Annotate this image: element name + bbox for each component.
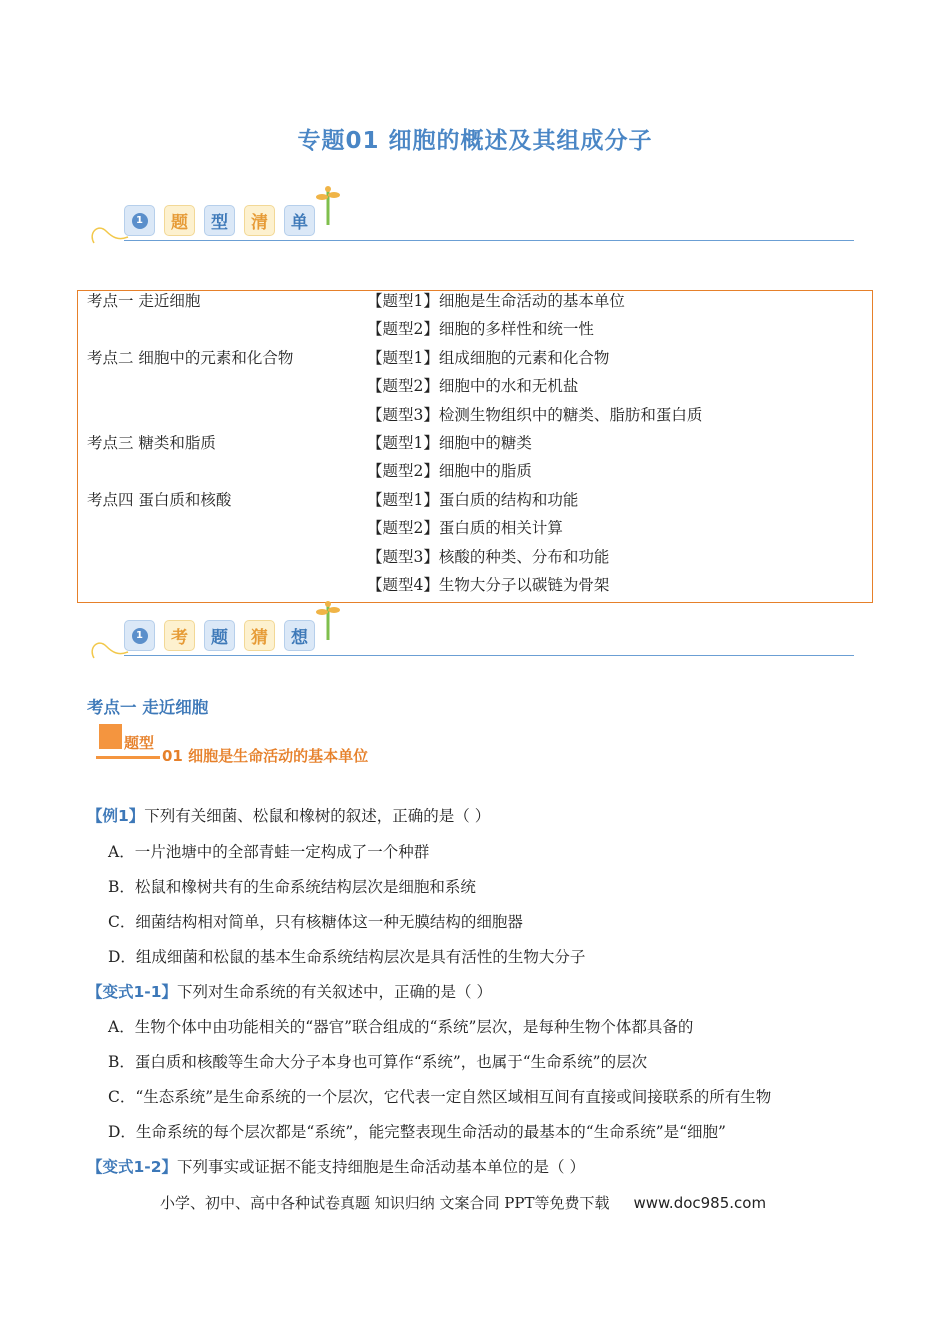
option-d: D．组成细菌和松鼠的基本生命系统结构层次是具有活性的生物大分子 bbox=[108, 948, 586, 966]
question-type-item: 【题型1】蛋白质的结构和功能 bbox=[367, 491, 579, 509]
option-a: A．一片池塘中的全部青蛙一定构成了一个种群 bbox=[108, 843, 430, 861]
topic-point: 考点二 细胞中的元素和化合物 bbox=[87, 349, 294, 367]
question-text: 下列对生命系统的有关叙述中，正确的是（ ） bbox=[177, 983, 492, 1001]
question-type-title: 01 细胞是生命活动的基本单位 bbox=[162, 747, 369, 765]
banner-tile: 单 bbox=[284, 205, 315, 236]
section-banner-question-guess bbox=[88, 600, 854, 670]
banner-rule bbox=[124, 655, 854, 656]
option-c: C．“生态系统”是生命系统的一个层次，它代表一定自然区域相互间有直接或间接联系的所有生物 bbox=[108, 1088, 772, 1106]
question-text: 下列事实或证据不能支持细胞是生命活动基本单位的是（ ） bbox=[177, 1158, 585, 1176]
question-tag: 【变式1-1】 bbox=[87, 983, 178, 1001]
page-title: 专题01 细胞的概述及其组成分子 bbox=[297, 128, 653, 154]
question-tag: 【例1】 bbox=[87, 807, 145, 825]
option-b: B．蛋白质和核酸等生命大分子本身也可算作“系统”，也属于“生命系统”的层次 bbox=[108, 1053, 648, 1071]
option-a: A．生物个体中由功能相关的“器官”联合组成的“系统”层次，是每种生物个体都具备的 bbox=[108, 1018, 694, 1036]
question-type-badge-label: 题型 bbox=[124, 734, 155, 752]
option-c: C．细菌结构相对简单，只有核糖体这一种无膜结构的细胞器 bbox=[108, 913, 523, 931]
banner-tile: 题 bbox=[164, 205, 195, 236]
question-type-item: 【题型2】细胞中的水和无机盐 bbox=[367, 377, 579, 395]
banner-tile: 猜 bbox=[244, 620, 275, 651]
question-stem bbox=[87, 1157, 585, 1177]
banner-tile: 考 bbox=[164, 620, 195, 651]
footer-text: 小学、初中、高中各种试卷真题 知识归纳 文案合同 PPT等免费下载 bbox=[160, 1194, 610, 1212]
banner-number-icon: 1 bbox=[124, 620, 155, 651]
topic-point: 考点四 蛋白质和核酸 bbox=[87, 491, 232, 509]
question-stem bbox=[87, 806, 490, 826]
banner-rule bbox=[124, 240, 854, 241]
option-b: B．松鼠和橡树共有的生命系统结构层次是细胞和系统 bbox=[108, 878, 476, 896]
topic-point: 考点一 走近细胞 bbox=[87, 292, 201, 310]
question-type-item: 【题型1】组成细胞的元素和化合物 bbox=[367, 349, 610, 367]
question-text: 下列有关细菌、松鼠和橡树的叙述，正确的是（ ） bbox=[144, 807, 491, 825]
question-type-item: 【题型1】细胞中的糖类 bbox=[367, 434, 532, 452]
question-stem bbox=[87, 982, 492, 1002]
question-type-item: 【题型2】蛋白质的相关计算 bbox=[367, 519, 563, 537]
topic-point: 考点三 糖类和脂质 bbox=[87, 434, 216, 452]
banner-tile: 型 bbox=[204, 205, 235, 236]
option-d: D．生命系统的每个层次都是“系统”，能完整表现生命活动的最基本的“生命系统”是“细胞” bbox=[108, 1123, 726, 1141]
sprout-icon bbox=[314, 185, 344, 235]
section-heading: 考点一 走近细胞 bbox=[87, 698, 209, 717]
badge-underline bbox=[96, 756, 160, 759]
banner-number-icon: 1 bbox=[124, 205, 155, 236]
section-banner-question-types bbox=[88, 185, 854, 255]
question-type-item: 【题型3】核酸的种类、分布和功能 bbox=[367, 548, 610, 566]
question-type-item: 【题型3】检测生物组织中的糖类、脂肪和蛋白质 bbox=[367, 406, 703, 424]
question-tag: 【变式1-2】 bbox=[87, 1158, 178, 1176]
page-footer bbox=[160, 1192, 766, 1213]
footer-link[interactable]: www.doc985.com bbox=[633, 1194, 767, 1212]
question-type-item: 【题型2】细胞的多样性和统一性 bbox=[367, 320, 594, 338]
question-type-item: 【题型2】细胞中的脂质 bbox=[367, 462, 532, 480]
sprout-icon bbox=[314, 600, 344, 650]
question-type-badge-icon bbox=[99, 724, 122, 749]
banner-tile: 想 bbox=[284, 620, 315, 651]
banner-tile: 题 bbox=[204, 620, 235, 651]
question-type-item: 【题型4】生物大分子以碳链为骨架 bbox=[367, 576, 610, 594]
question-type-item: 【题型1】细胞是生命活动的基本单位 bbox=[367, 292, 625, 310]
banner-tile: 清 bbox=[244, 205, 275, 236]
